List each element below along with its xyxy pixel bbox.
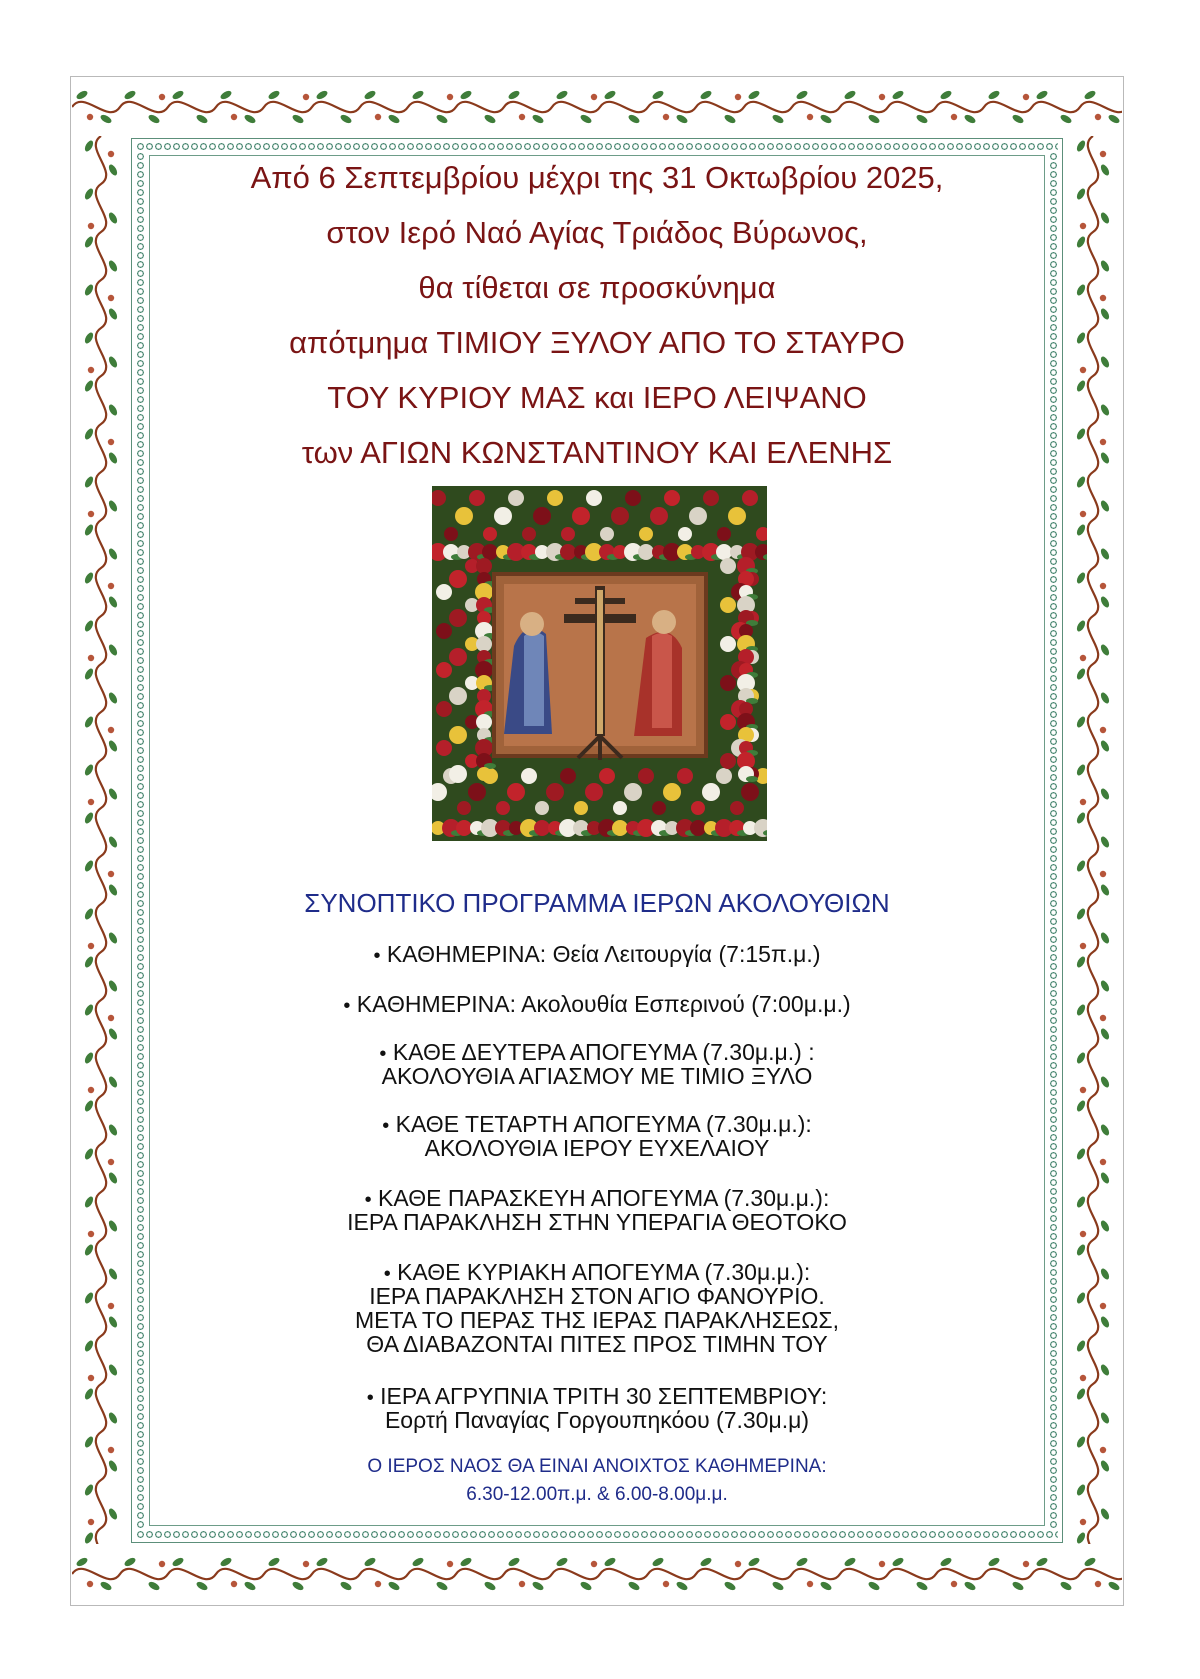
headline-line-2: στον Ιερό Ναό Αγίας Τριάδος Βύρωνος,: [326, 215, 868, 250]
schedule-item-text: ΙΕΡΑ ΑΓΡΥΠΝΙΑ ΤΡΙΤΗ 30 ΣΕΠΤΕΜΒΡΙΟΥ:: [380, 1383, 828, 1409]
schedule-item-2: [150, 992, 1044, 1018]
vine-border-right: [1064, 136, 1122, 1544]
chain-border-left: [136, 152, 145, 1528]
bullet: •: [373, 945, 381, 967]
opening-hours-label: Ο ΙΕΡΟΣ ΝΑΟΣ ΘΑ ΕΙΝΑΙ ΑΝΟΙΧΤΟΣ ΚΑΘΗΜΕΡΙΝΑ:: [367, 1456, 827, 1477]
schedule-item-text: ΚΑΘΕ ΤΕΤΑΡΤΗ ΑΠΟΓΕΥΜΑ (7.30μ.μ.):: [395, 1111, 812, 1137]
schedule-item-3-line-2: ΑΚΟΛΟΥΘΙΑ ΑΓΙΑΣΜΟΥ ΜΕ ΤΙΜΙΟ ΞΥΛΟ: [381, 1063, 813, 1089]
chain-border-right: [1049, 152, 1058, 1528]
schedule-item-6-line-4: ΘΑ ΔΙΑΒΑΖΟΝΤΑΙ ΠΙΤΕΣ ΠΡΟΣ ΤΙΜΗΝ ΤΟΥ: [366, 1331, 828, 1357]
schedule-item-text: ΚΑΘΗΜΕΡΙΝΑ: Ακολουθία Εσπερινού (7:00μ.μ.): [356, 991, 851, 1017]
schedule-item-text: ΚΑΘΕ ΔΕΥΤΕΡΑ ΑΠΟΓΕΥΜΑ (7.30μ.μ.) :: [392, 1039, 815, 1065]
bullet: •: [364, 1189, 372, 1211]
schedule-item-4-line-2: ΑΚΟΛΟΥΘΙΑ ΙΕΡΟΥ ΕΥΧΕΛΑΙΟΥ: [424, 1135, 770, 1161]
schedule-item-5-line-2: ΙΕΡΑ ΠΑΡΑΚΛΗΣΗ ΣΤΗΝ ΥΠΕΡΑΓΙΑ ΘΕΟΤΟΚΟ: [347, 1209, 847, 1235]
headline-line-1: Από 6 Σεπτεμβρίου μέχρι της 31 Οκτωβρίου 2025,: [250, 160, 944, 195]
opening-hours-times: 6.30-12.00π.μ. & 6.00-8.00μ.μ.: [466, 1484, 728, 1505]
bullet: •: [382, 1115, 390, 1137]
headline-line-5: ΤΟΥ ΚΥΡΙΟΥ ΜΑΣ και ΙΕΡΟ ΛΕΙΨΑΝΟ: [327, 380, 867, 415]
bullet: •: [379, 1043, 387, 1065]
vine-border-top: [72, 78, 1122, 136]
schedule-item-text: ΚΑΘΕ ΠΑΡΑΣΚΕΥΗ ΑΠΟΓΕΥΜΑ (7.30μ.μ.):: [378, 1185, 830, 1211]
bullet: •: [366, 1387, 374, 1409]
headline-line-3: θα τίθεται σε προσκύνημα: [418, 270, 776, 305]
headline-line-6: των ΑΓΙΩΝ ΚΩΝΣΤΑΝΤΙΝΟΥ ΚΑΙ ΕΛΕΝΗΣ: [301, 435, 893, 470]
chain-border-bottom: [136, 1530, 1058, 1539]
schedule-item-1: [150, 942, 1044, 968]
schedule-item-6-line-3: ΜΕΤΑ ΤΟ ΠΕΡΑΣ ΤΗΣ ΙΕΡΑΣ ΠΑΡΑΚΛΗΣΕΩΣ,: [354, 1307, 840, 1333]
schedule-title: ΣΥΝΟΠΤΙΚΟ ΠΡΟΓΡΑΜΜΑ ΙΕΡΩΝ ΑΚΟΛΟΥΘΙΩΝ: [304, 888, 890, 918]
chain-border-top: [136, 142, 1058, 151]
vine-border-bottom: [72, 1544, 1122, 1604]
bullet: •: [383, 1263, 391, 1285]
vine-border-left: [72, 136, 130, 1544]
flower-framed-icon-photo: [432, 486, 767, 841]
headline-line-4: απότμημα ΤΙΜΙΟΥ ΞΥΛΟΥ ΑΠΟ ΤΟ ΣΤΑΥΡΟ: [289, 325, 905, 360]
schedule-item-7-line-2: Εορτή Παναγίας Γοργουπηκόου (7.30μ.μ): [384, 1407, 810, 1433]
schedule-item-6-line-2: ΙΕΡΑ ΠΑΡΑΚΛΗΣΗ ΣΤΟΝ ΑΓΙΟ ΦΑΝΟΥΡΙΟ.: [369, 1283, 825, 1309]
bullet: •: [343, 995, 351, 1017]
schedule-item-text: ΚΑΘΗΜΕΡΙΝΑ: Θεία Λειτουργία (7:15π.μ.): [386, 941, 821, 967]
schedule-item-text: ΚΑΘΕ ΚΥΡΙΑΚΗ ΑΠΟΓΕΥΜΑ (7.30μ.μ.):: [397, 1259, 811, 1285]
